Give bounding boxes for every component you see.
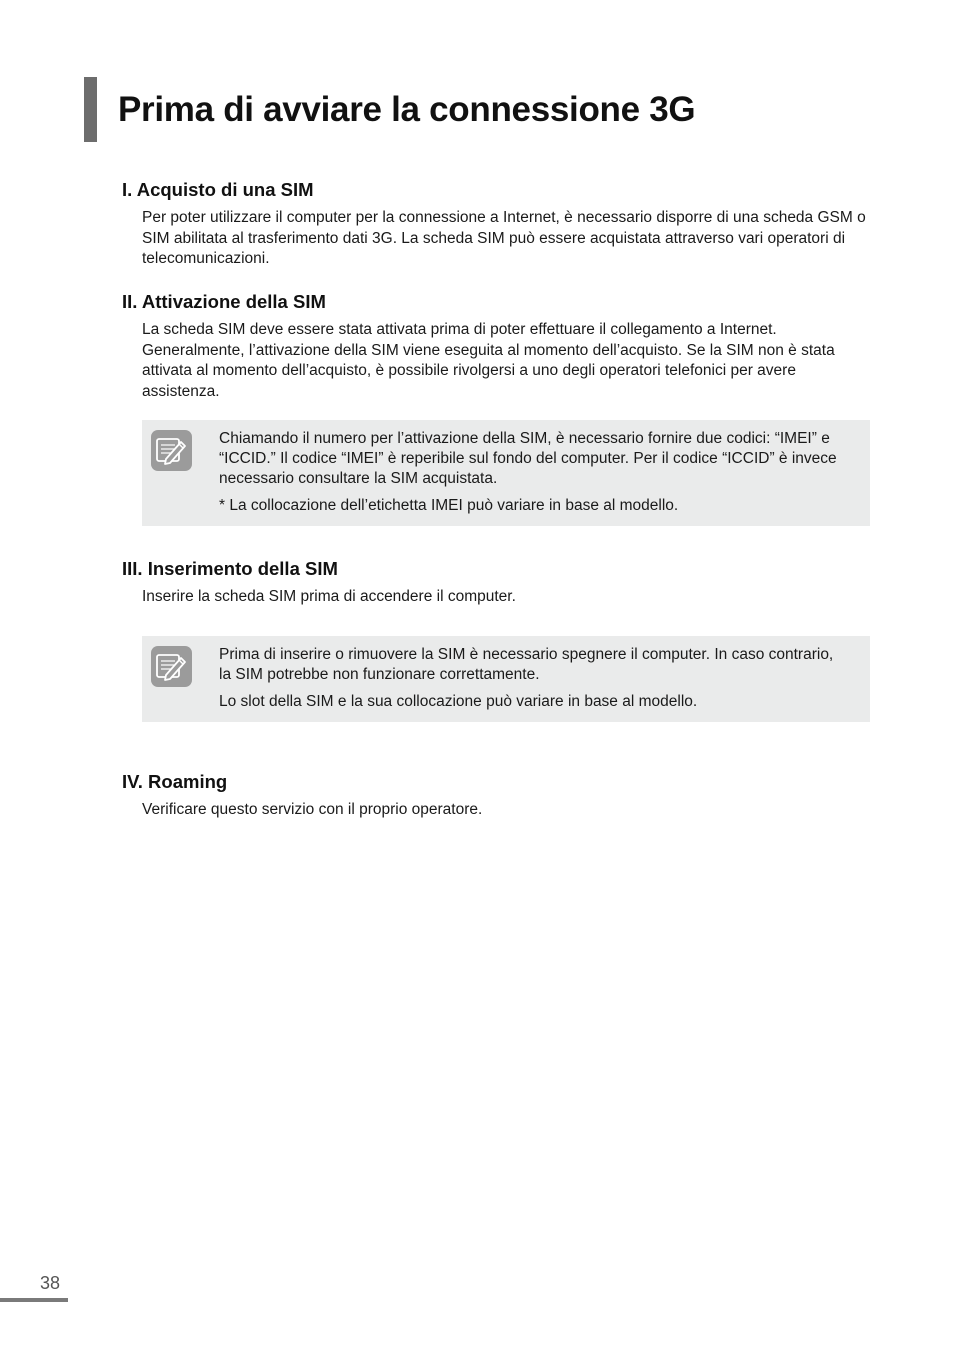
note-box-insertion (142, 636, 870, 722)
page-number-rule (0, 1298, 68, 1302)
page-number: 38 (40, 1273, 61, 1293)
section-body-inserimento: Inserire la scheda SIM prima di accendere il computer. (142, 588, 516, 605)
note-footnote-activation: * La collocazione dell’etichetta IMEI può variare in base al modello. (219, 497, 679, 514)
section-heading-roaming: IV. Roaming (122, 771, 228, 792)
section-body-acquisto: Per poter utilizzare il computer per la connessione a Internet, è necessario disporre di una scheda GSM o SIM abilitata al trasferimento dati 3G. La scheda SIM può essere acquistata attraverso vari operatori di telecomunicazioni. (142, 209, 866, 267)
note-footnote-insertion: Lo slot della SIM e la sua collocazione può variare in base al modello. (219, 693, 698, 710)
section-heading-inserimento: III. Inserimento della SIM (122, 558, 338, 579)
section-heading-acquisto: I. Acquisto di una SIM (122, 179, 314, 200)
note-box-activation (142, 420, 870, 526)
note-pencil-icon (151, 430, 192, 471)
title-accent-bar (84, 77, 97, 142)
page-title: Prima di avviare la connessione 3G (118, 90, 696, 129)
section-body-roaming: Verificare questo servizio con il proprio operatore. (142, 801, 483, 818)
note-text-insertion: Prima di inserire o rimuovere la SIM è necessario spegnere il computer. In caso contrario, la SIM potrebbe non funzionare correttamente. (219, 646, 834, 683)
section-heading-attivazione: II. Attivazione della SIM (122, 291, 326, 312)
section-body-attivazione: La scheda SIM deve essere stata attivata prima di poter effettuare il collegamento a Internet. Generalmente, l’attivazione della SIM viene eseguita al momento dell’acquisto. Se la SIM non è stata attivata al momento dell’acquisto, è possibile rivolgersi a uno degli operatori telefonici per avere assistenza. (142, 321, 835, 400)
note-pencil-icon (151, 646, 192, 687)
note-text-activation: Chiamando il numero per l’attivazione della SIM, è necessario fornire due codici: “IMEI” e “ICCID.” Il codice “IMEI” è reperibile sul fondo del computer. Per il codice “ICCID” è invece necessario consultare la SIM acquistata. (219, 430, 837, 487)
